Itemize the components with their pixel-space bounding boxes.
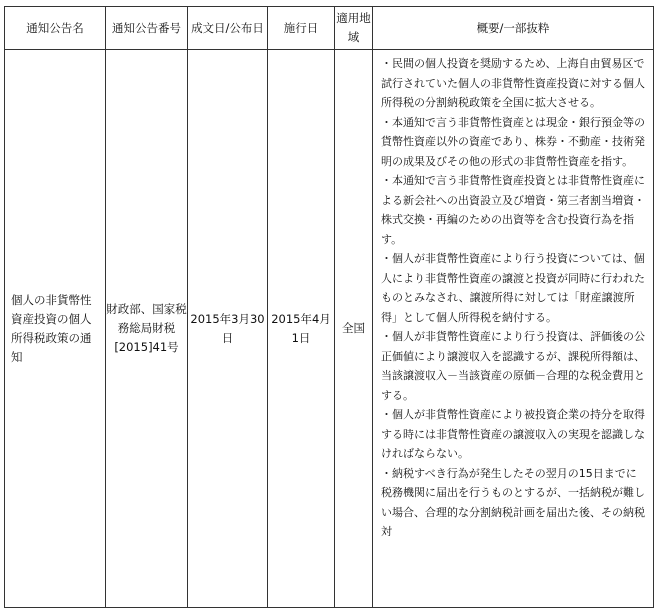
cell-region: 全国 xyxy=(335,50,373,608)
cell-written-date: 2015年3月30日 xyxy=(188,50,268,608)
cell-notice-name: 個人の非貨幣性資産投資の個人所得税政策の通知 xyxy=(5,50,106,608)
summary-paragraph: ・納税すべき行為が発生したその翌月の15日までに税務機関に届出を行うものとするが、一括納税が難しい場合、合理的な分割納税計画を届出た後、その納税対 xyxy=(381,466,645,538)
summary-paragraph: ・本通知で言う非貨幣性資産とは現金・銀行預金等の貨幣性資産以外の資産であり、株券・不動産・技術発明の成果及びその他の形式の非貨幣性資産を指す。 xyxy=(381,115,645,168)
cell-notice-number: 財政部、国家税務総局財税[2015]41号 xyxy=(106,50,188,608)
table-header-row xyxy=(5,7,654,50)
summary-paragraph: ・個人が非貨幣性資産により被投資企業の持分を取得する時には非貨幣性資産の譲渡収入の実現を認識しなければならない。 xyxy=(381,408,645,460)
header-notice-name: 通知公告名 xyxy=(5,7,106,50)
header-notice-number: 通知公告番号 xyxy=(106,7,188,50)
header-summary: 概要/一部抜粋 xyxy=(373,7,654,50)
header-written-date: 成文日/公布日 xyxy=(188,7,268,50)
summary-paragraph: ・民間の個人投資を奨励するため、上海自由貿易区で試行されていた個人の非貨幣性資産投資に対する個人所得税の分割納税政策を全国に拡大させる。 xyxy=(381,57,645,109)
policy-table xyxy=(4,6,654,608)
header-effective-date: 施行日 xyxy=(268,7,335,50)
summary-paragraph: ・個人が非貨幣性資産により行う投資については、個人により非貨幣性資産の譲渡と投資が同時に行われたものとみなされ、譲渡所得に対しては「財産譲渡所得」として個人所得税を納付する。 xyxy=(381,252,645,324)
cell-summary xyxy=(373,50,654,608)
summary-paragraph: ・本通知で言う非貨幣性資産投資とは非貨幣性資産による新会社への出資設立及び増資・第三者割当増資・株式交換・再編のための出資等を含む投資行為を指す。 xyxy=(381,174,645,246)
summary-paragraph: ・個人が非貨幣性資産により行う投資は、評価後の公正価値により譲渡収入を認識するが、課税所得額は、当該譲渡収入－当該資産の原価－合理的な税金費用とする。 xyxy=(381,330,645,402)
summary-text xyxy=(381,54,645,603)
header-region: 適用地域 xyxy=(335,7,373,50)
table-row xyxy=(5,50,654,608)
cell-effective-date: 2015年4月1日 xyxy=(268,50,335,608)
